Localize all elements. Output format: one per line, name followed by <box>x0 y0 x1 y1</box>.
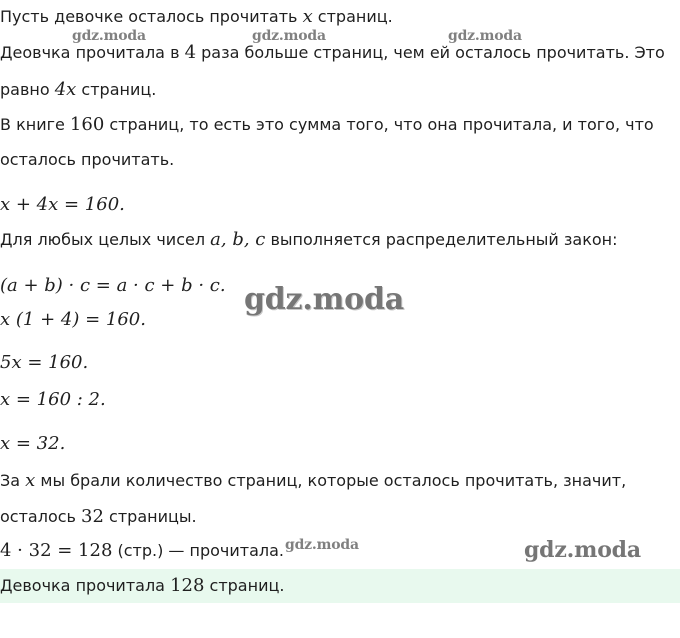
text-line <box>0 149 174 171</box>
math-expression: 4x <box>54 79 77 100</box>
math-expression: x + 4x = 160. <box>0 194 125 215</box>
math-expression: 160 <box>69 114 105 135</box>
equation <box>0 389 106 411</box>
math-expression: 128 <box>170 575 205 596</box>
answer-box <box>0 569 680 603</box>
text: В книге <box>0 115 70 134</box>
equation <box>0 309 146 331</box>
text: равно <box>0 80 55 99</box>
text: раза больше страниц, чем ей осталось прочитать. Это <box>196 43 665 62</box>
text-line <box>0 540 284 562</box>
text-line <box>0 470 626 492</box>
text: страниц. <box>204 576 285 595</box>
text: страниц. <box>76 80 157 99</box>
math-expression: x (1 + 4) = 160. <box>0 309 146 330</box>
math-expression: x <box>302 6 313 27</box>
equation <box>0 275 226 297</box>
math-expression: (a + b) · c = a · c + b · c. <box>0 275 226 296</box>
text: страниц, то есть это сумма того, что она прочитала, и того, что <box>104 115 654 134</box>
text: За <box>0 471 26 490</box>
equation <box>0 352 88 374</box>
text-line <box>0 42 665 64</box>
watermark: gdz.moda <box>448 28 522 44</box>
math-expression: x = 160 : 2. <box>0 389 106 410</box>
text: выполняется распределительный закон: <box>265 230 618 249</box>
text-line <box>0 506 197 528</box>
text-line <box>0 79 156 101</box>
text-line <box>0 229 618 251</box>
text: Девочка прочитала <box>0 576 171 595</box>
text: Пусть девочке осталось прочитать <box>0 7 303 26</box>
text: (стр.) — прочитала. <box>112 541 285 560</box>
text: Для любых целых чисел <box>0 230 211 249</box>
text: страниц. <box>312 7 393 26</box>
equation <box>0 194 125 216</box>
watermark: gdz.moda <box>285 537 359 553</box>
text: страницы. <box>103 507 197 526</box>
watermark: gdz.moda <box>72 28 146 44</box>
text-line <box>0 6 393 28</box>
watermark: gdz.moda <box>524 537 641 563</box>
answer-text <box>0 575 284 597</box>
text: осталось прочитать. <box>0 150 175 169</box>
text: осталось <box>0 507 82 526</box>
text: мы брали количество страниц, которые осталось прочитать, значит, <box>35 471 627 490</box>
math-expression: a, b, c <box>210 229 266 250</box>
watermark: gdz.moda <box>252 28 326 44</box>
text-line <box>0 114 654 136</box>
math-expression: 4 <box>184 42 197 63</box>
watermark: gdz.moda <box>244 282 405 317</box>
math-expression: 32 <box>81 506 104 527</box>
math-expression: x <box>25 470 36 491</box>
math-expression: x = 32. <box>0 433 66 454</box>
math-expression: 4 · 32 = 128 <box>0 540 113 561</box>
text: Деовчка прочитала в <box>0 43 185 62</box>
math-expression: 5x = 160. <box>0 352 89 373</box>
equation <box>0 433 65 455</box>
